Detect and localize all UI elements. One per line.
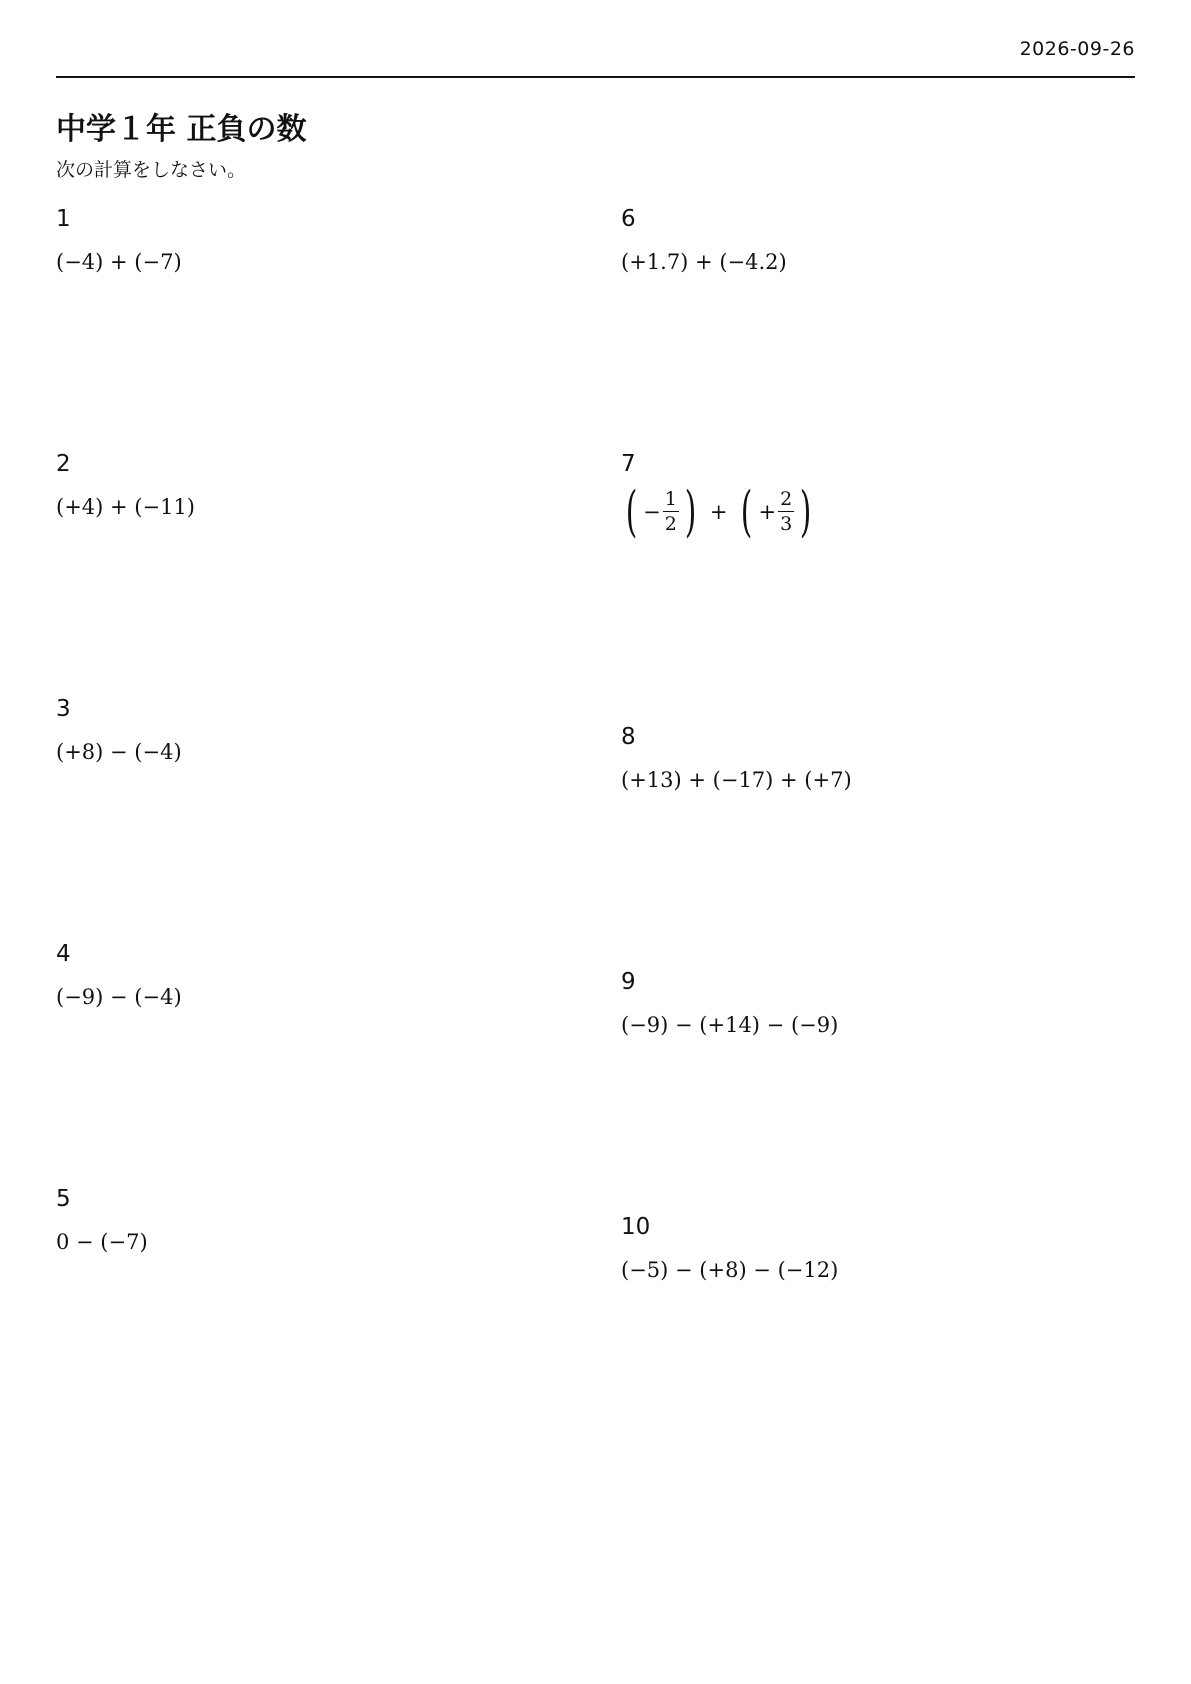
- fraction-denominator: 2: [664, 513, 677, 535]
- problem-number: 5: [56, 1186, 71, 1212]
- problem-number: 2: [56, 451, 71, 477]
- problem-expression: (−9) − (+14) − (−9): [621, 1013, 839, 1037]
- fraction-denominator: 3: [780, 513, 793, 535]
- left-paren: (: [741, 480, 753, 543]
- problem-expression: (+1.7) + (−4.2): [621, 250, 787, 274]
- problem-9: [621, 969, 1141, 1037]
- problem-expression: 0 − (−7): [56, 1230, 148, 1254]
- problem-number: 9: [621, 969, 636, 995]
- fraction: [778, 490, 794, 534]
- term-sign: −: [643, 500, 661, 524]
- problem-3: [56, 696, 576, 764]
- date-label: 2026-09-26: [1019, 38, 1135, 60]
- problem-expression: (+4) + (−11): [56, 495, 195, 519]
- instruction-text: 次の計算をしなさい。: [56, 159, 247, 181]
- fraction: [663, 490, 679, 534]
- fraction-numerator: 2: [780, 488, 793, 510]
- problem-expression: (−4) + (−7): [56, 250, 182, 274]
- problem-8: [621, 724, 1141, 792]
- problem-expression: (−9) − (−4): [56, 985, 182, 1009]
- right-paren: ): [799, 480, 812, 543]
- page-title: 中学１年 正負の数: [56, 112, 307, 147]
- problem-expression: (−5) − (+8) − (−12): [621, 1258, 839, 1282]
- header-rule: [56, 76, 1135, 78]
- problem-number: 10: [621, 1214, 651, 1240]
- problem-2: [56, 451, 576, 519]
- problem-expression: (+13) + (−17) + (+7): [621, 768, 852, 792]
- problem-expression: (+8) − (−4): [56, 740, 182, 764]
- problem-expression: [621, 480, 1141, 543]
- problem-7: [621, 451, 1141, 543]
- problem-5: [56, 1186, 576, 1254]
- term-sign: +: [758, 500, 777, 524]
- right-paren: ): [684, 480, 697, 543]
- operator: +: [709, 500, 728, 524]
- left-paren: (: [625, 480, 638, 543]
- problem-number: 1: [56, 206, 71, 232]
- problem-number: 4: [56, 941, 71, 967]
- problem-10: [621, 1214, 1141, 1282]
- problem-4: [56, 941, 576, 1009]
- problem-1: [56, 206, 576, 274]
- fraction-numerator: 1: [664, 488, 677, 510]
- problem-number: 6: [621, 206, 636, 232]
- problem-number: 3: [56, 696, 71, 722]
- problem-number: 8: [621, 724, 636, 750]
- problem-number: 7: [621, 451, 636, 477]
- problem-6: [621, 206, 1141, 274]
